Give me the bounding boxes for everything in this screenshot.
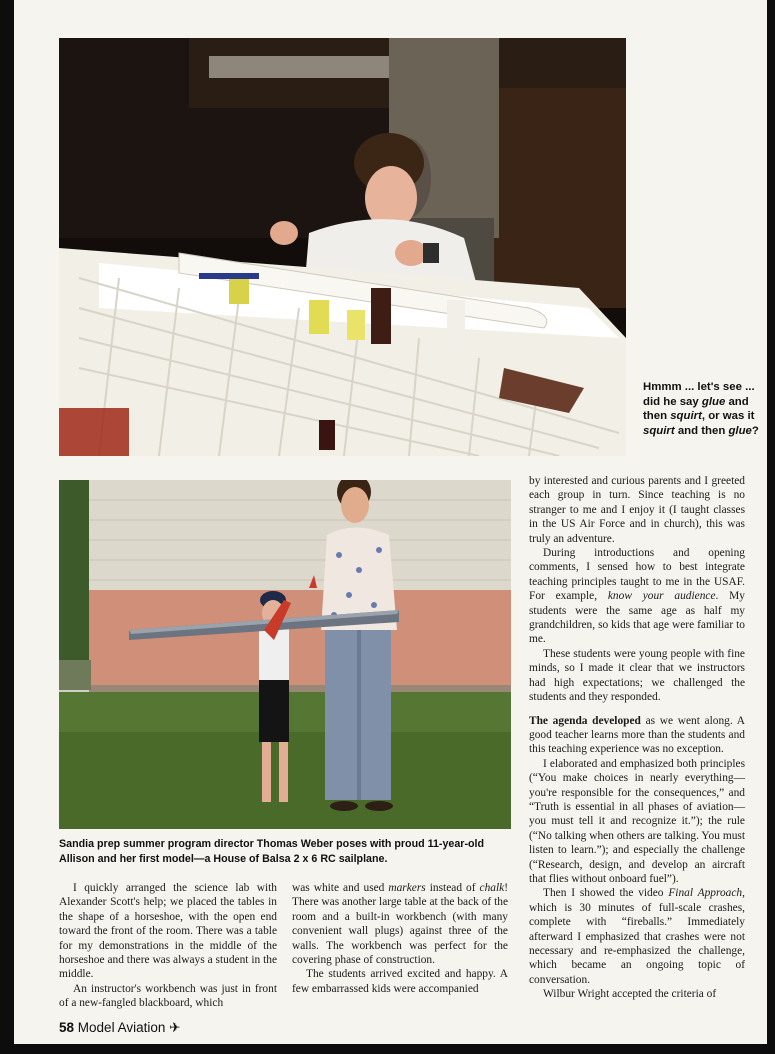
side-caption-text: and then bbox=[674, 424, 729, 437]
paragraph: These students were young people with fine minds, so I made it clear that we instructors had high expectations; we challenged the students and they responded. bbox=[529, 647, 745, 704]
side-caption-glue: glue bbox=[728, 424, 752, 437]
paragraph: Wilbur Wright accepted the criteria of bbox=[543, 988, 717, 1001]
airplane-icon: ✈ bbox=[169, 1020, 181, 1035]
photo-weber-allison-sailplane bbox=[59, 480, 511, 829]
side-caption-text: ... did he say bbox=[643, 381, 755, 408]
magazine-page bbox=[14, 0, 767, 1044]
run-in-heading: The agenda developed bbox=[529, 714, 641, 727]
page-number: 58 bbox=[59, 1020, 75, 1035]
side-caption-squirt: squirt bbox=[670, 410, 702, 422]
page-footer bbox=[59, 1020, 180, 1036]
paragraph: An instructor's workbench was just in front of a new-fangled blackboard, which bbox=[59, 982, 277, 1010]
photo-boy-gluing-wing-image bbox=[59, 38, 626, 456]
side-caption-text: , or was it bbox=[701, 410, 755, 422]
paragraph: The students arrived excited and happy. A few embarrassed kids were accompanied bbox=[292, 968, 508, 995]
photo-weber-allison-image bbox=[59, 480, 511, 829]
magazine-name: Model Aviation bbox=[77, 1020, 166, 1035]
paragraph: by interested and curious parents and I greeted each group in turn. Since teaching is no stranger to me and I enjoy it (I taught classes in the US Air Force and in church), this was truly an adventure. bbox=[529, 475, 745, 545]
side-caption-text: ? bbox=[751, 424, 759, 437]
paragraph: During introductions and opening comments, I sensed how to best integrate teaching principles taught to me in the USAF. For example, know your audience. My students were the same age as half my grandchildren, so kids that age were familiar to me. bbox=[529, 547, 746, 646]
side-caption-glue: glue bbox=[701, 395, 726, 408]
photo1-side-caption bbox=[643, 380, 761, 438]
paragraph: The agenda developed as we went along. A good teacher learns more than the students and this teaching experience was no exception. bbox=[529, 714, 745, 756]
photo2-caption: Sandia prep summer program director Thomas Weber poses with proud 11-year-old Allison and her first model—a House of Balsa 2 x 6 RC sailplane. bbox=[59, 838, 485, 865]
side-caption-squirt: squirt bbox=[643, 424, 675, 437]
photo-boy-gluing-wing bbox=[59, 38, 626, 456]
paragraph: I elaborated and emphasized both principles (“You make choices in nearly everything—you're responsible for the consequences,” and “Truth is essential in all phases of aviation—you must tell it and recognize it.”); the rule (“No talking when others are talking. You must listen to learn.”); and especially the challenge (“Research, design, and develop an aircraft that flies without onboard fuel”). bbox=[529, 757, 745, 885]
text-column-3 bbox=[529, 474, 745, 1002]
text-column-1 bbox=[59, 881, 277, 1011]
side-caption-text: and then bbox=[643, 395, 749, 422]
paragraph: I quickly arranged the science lab with Alexander Scott's help; we placed the tables in the shape of a horseshoe, with the open end toward the front of the room. There was a table for my demonstrations in the middle of the horseshoe and there was always a student in the middle. bbox=[59, 882, 277, 981]
side-caption-line1: Hmmm ... let's see bbox=[643, 381, 742, 393]
paragraph: Then I showed the video Final Approach, which is 30 minutes of full-scale crashes, complete with “fireballs.” Immediately afterward I emphasized that crashes were not necessary and re-emphasized the challenge, which became an ongoing topic of conversation. bbox=[529, 887, 745, 986]
text-column-2 bbox=[292, 881, 508, 996]
paragraph: was white and used markers instead of chalk! There was another large table at the back of the room and a built-in workbench (with many convenient wall plugs) against three of the walls. The workbench was perfect for the covering phase of construction. bbox=[292, 882, 508, 967]
